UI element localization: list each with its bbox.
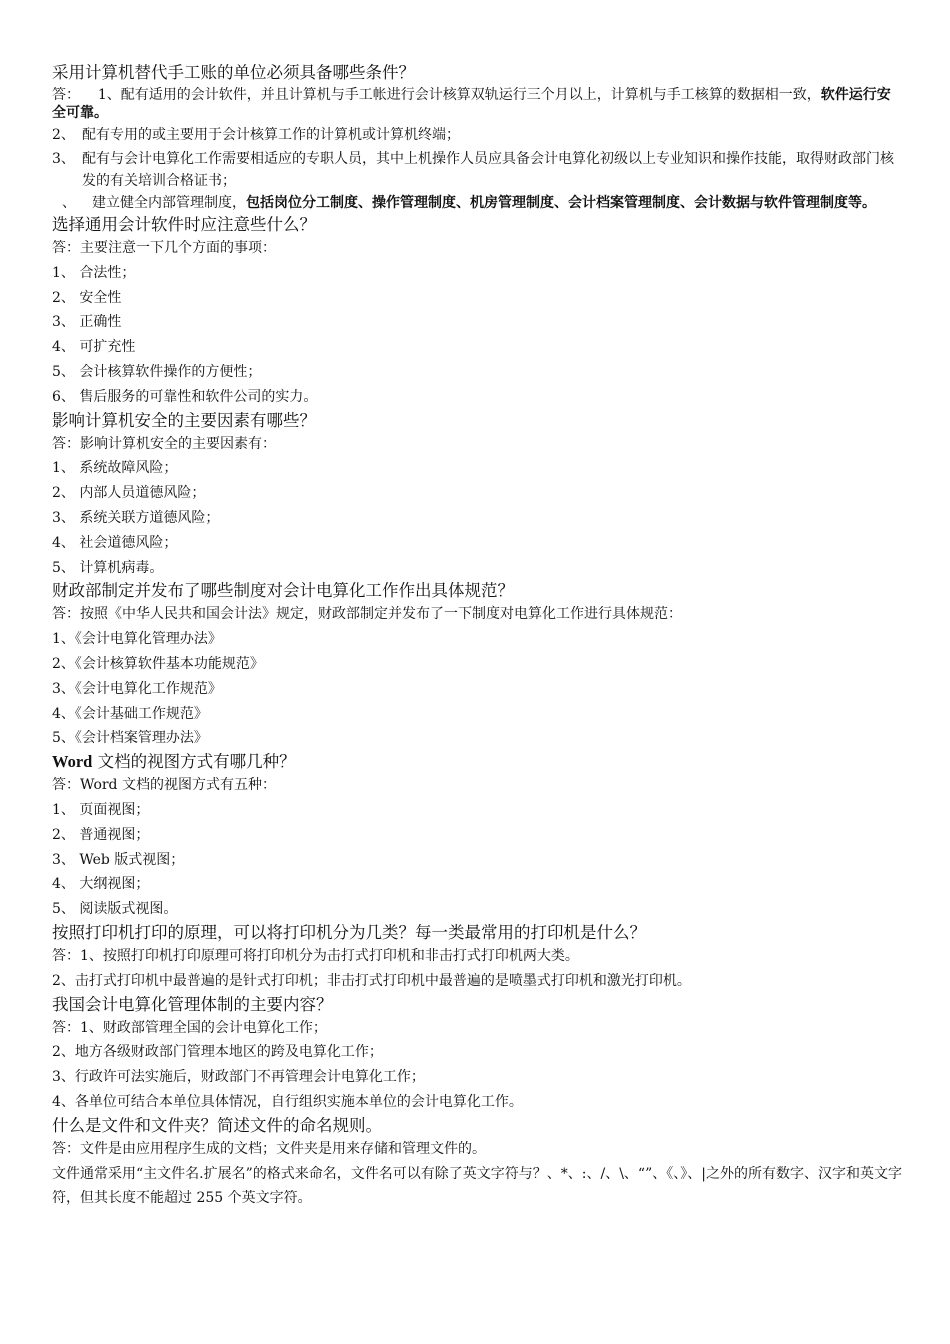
question-heading: 采用计算机替代手工账的单位必须具备哪些条件？: [52, 63, 415, 82]
answer-intro: 答：文件是由应用程序生成的文档；文件夹是用来存储和管理文件的。: [52, 1140, 486, 1157]
section-regulations: [52, 580, 902, 751]
list-item: 1、 页面视图；: [52, 801, 150, 818]
question-heading: 什么是文件和文件夹？简述文件的命名规则。: [52, 1115, 382, 1135]
list-item: 1、《会计电算化管理办法》: [52, 631, 222, 648]
item-text: 建立健全内部管理制度，: [92, 195, 246, 211]
list-item: 3、 系统关联方道德风险；: [52, 509, 220, 526]
list-item: 2、《会计核算软件基本功能规范》: [52, 655, 264, 672]
list-item: 3、 Web 版式视图；: [52, 851, 185, 868]
item-number: 1、: [97, 87, 121, 103]
list-item: 2、 内部人员道德风险；: [52, 485, 206, 502]
item-bold-text: 包括岗位分工制度、操作管理制度、机房管理制度、会计档案管理制度、会计数据与软件管理制度等。: [246, 195, 876, 211]
list-item: 6、 售后服务的可靠性和软件公司的实力。: [52, 388, 318, 405]
item-bold-text: 软件运行安全可靠。: [52, 87, 891, 121]
list-item: 5、 计算机病毒。: [52, 559, 164, 576]
item-number: 3、: [52, 151, 75, 167]
section-word-views: [52, 751, 902, 922]
list-item: 4、 社会道德风险；: [52, 534, 178, 551]
answer-intro: 答：1、按照打印机打印原理可将打印机分为击打式打印机和非击打式打印机两大类。: [52, 947, 579, 964]
item-text: 配有与会计电算化工作需要相适应的专职人员，其中上机操作人员应具备会计电算化初级以上专业知识和操作技能，取得财政部门核发的有关培训合格证书；: [82, 151, 894, 189]
item-text-group: [92, 194, 902, 212]
list-item: 5、《会计档案管理办法》: [52, 730, 208, 747]
answer-item: [52, 86, 902, 122]
list-item: 2、 普通视图；: [52, 826, 150, 843]
answer-lead: 答：: [52, 87, 80, 103]
list-item: 3、 正确性: [52, 314, 122, 331]
section-computer-security: [52, 410, 902, 581]
section-files-folders: [52, 1115, 902, 1210]
question-heading: 按照打印机打印的原理，可以将打印机分为几类？每一类最常用的打印机是什么？: [52, 922, 646, 942]
question-word: Word: [52, 752, 93, 772]
answer-item: [52, 148, 902, 192]
list-item: 1、 合法性；: [52, 264, 136, 281]
item-text: 配有专用的或主要用于会计核算工作的计算机或计算机终端；: [82, 127, 460, 143]
item-text: 配有适用的会计软件，并且计算机与手工帐进行会计核算双轨运行三个月以上，计算机与手工核算的数据相一致，: [120, 87, 821, 103]
list-item: 1、 系统故障风险；: [52, 460, 178, 477]
list-item: 3、行政许可法实施后，财政部门不再管理会计电算化工作；: [52, 1069, 425, 1086]
question-heading: [52, 751, 902, 773]
question-text: 文档的视图方式有哪几种？: [92, 752, 296, 772]
answer-intro: 答：主要注意一下几个方面的事项：: [52, 240, 276, 256]
question-heading: 财政部制定并发布了哪些制度对会计电算化工作作出具体规范？: [52, 581, 514, 601]
answer-paragraph: 文件通常采用“主文件名.扩展名”的格式来命名，文件名可以有除了英文字符与？、*、:、/、\、“”、《、》、|之外的所有数字、汉字和英文字符，但其长度不能超过 255 个英文字符。: [52, 1165, 902, 1206]
section-printers: [52, 922, 902, 994]
list-item: 5、 阅读版式视图。: [52, 901, 178, 918]
answer-intro: 答：影响计算机安全的主要因素有：: [52, 435, 276, 452]
item-number: 、: [62, 195, 76, 211]
list-item: 2、击打式打印机中最普遍的是针式打印机；非击打式打印机中最普遍的是喷墨式打印机和激光打印机。: [52, 972, 691, 989]
list-item: 4、《会计基础工作规范》: [52, 705, 208, 722]
section-computer-replacement: [52, 62, 902, 212]
section-software-selection: [52, 214, 902, 410]
question-heading: 我国会计电算化管理体制的主要内容？: [52, 994, 333, 1014]
list-item: 4、 可扩充性: [52, 339, 136, 356]
list-item: 4、各单位可结合本单位具体情况，自行组织实施本单位的会计电算化工作。: [52, 1093, 523, 1110]
answer-item: [52, 194, 902, 212]
document-page: [52, 62, 902, 1210]
list-item: 2、地方各级财政部门管理本地区的跨及电算化工作；: [52, 1044, 383, 1061]
question-heading: 影响计算机安全的主要因素有哪些？: [52, 410, 316, 430]
list-item: 2、 安全性: [52, 289, 122, 306]
list-item: 5、 会计核算软件操作的方便性；: [52, 363, 262, 380]
question-heading: 选择通用会计软件时应注意些什么？: [52, 215, 316, 234]
answer-intro: 答：按照《中华人民共和国会计法》规定，财政部制定并发布了一下制度对电算化工作进行具体规范：: [52, 606, 682, 623]
list-item: 4、 大纲视图；: [52, 876, 150, 893]
answer-intro: 答：Word 文档的视图方式有五种：: [52, 777, 276, 794]
item-number: 2、: [52, 127, 75, 143]
list-item: 3、《会计电算化工作规范》: [52, 680, 222, 697]
answer-intro: 答：1、财政部管理全国的会计电算化工作；: [52, 1019, 327, 1036]
section-management-system: [52, 994, 902, 1115]
answer-item: [52, 124, 902, 146]
